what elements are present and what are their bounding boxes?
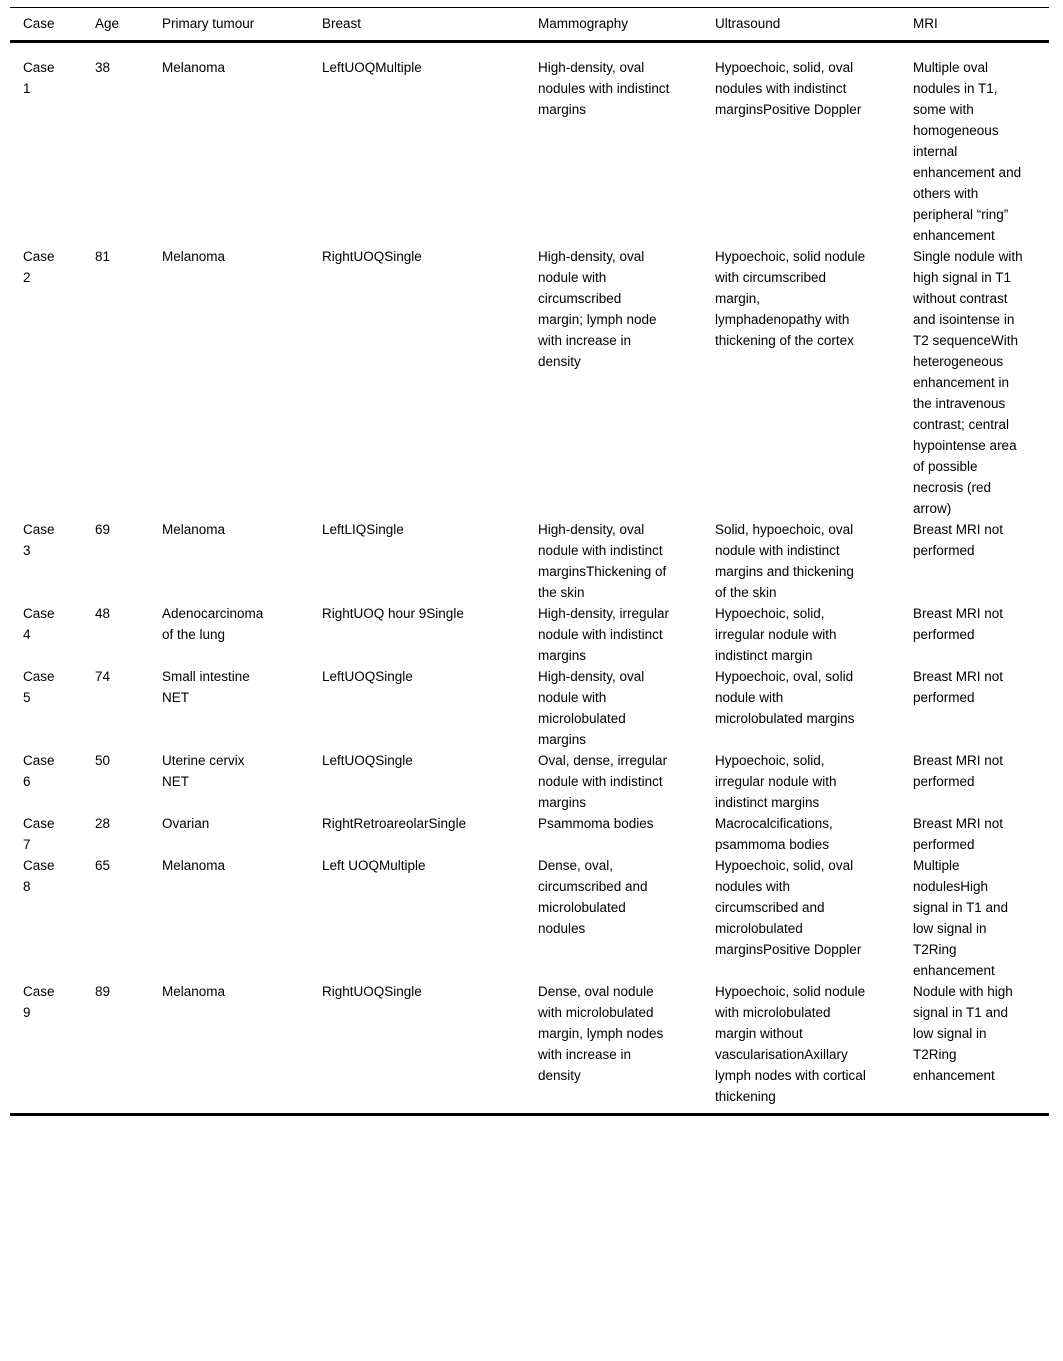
cell-age: 48	[95, 606, 111, 621]
cell-age: 89	[95, 984, 111, 999]
table-row-case-3	[10, 519, 1049, 603]
cell-mammography: High-density, oval nodules with indistinct margins	[538, 60, 670, 117]
cell-breast: LeftUOQMultiple	[322, 60, 422, 75]
cell-breast: LeftUOQSingle	[322, 669, 413, 684]
cell-breast: RightUOQSingle	[322, 984, 422, 999]
cell-case: Case 2	[23, 249, 55, 285]
cell-mri: Breast MRI not performed	[913, 816, 1004, 852]
cell-case: Case 9	[23, 984, 55, 1020]
table-row-case-4	[10, 603, 1049, 666]
cell-case: Case 4	[23, 606, 55, 642]
cell-case: Case 7	[23, 816, 55, 852]
cell-ultrasound: Hypoechoic, solid, irregular nodule with indistinct margin	[715, 606, 837, 663]
cell-age: 81	[95, 249, 111, 264]
cell-breast: RightUOQ hour 9Single	[322, 606, 464, 621]
column-header-case: Case	[10, 8, 95, 42]
cell-primary-tumour: Melanoma	[162, 60, 226, 75]
cell-mammography: Oval, dense, irregular nodule with indistinct margins	[538, 753, 668, 810]
column-header-mammography: Mammography	[538, 8, 715, 42]
column-header-primary-tumour: Primary tumour	[162, 8, 322, 42]
column-header-mri: MRI	[913, 8, 1049, 42]
cell-case: Case 5	[23, 669, 55, 705]
table-row-case-6	[10, 750, 1049, 813]
table-row-case-9	[10, 981, 1049, 1115]
cell-age: 74	[95, 669, 111, 684]
cell-mammography: Dense, oval nodule with microlobulated margin, lymph nodes with increase in density	[538, 984, 664, 1083]
cell-breast: RightUOQSingle	[322, 249, 422, 264]
column-header-ultrasound: Ultrasound	[715, 8, 913, 42]
cell-age: 50	[95, 753, 111, 768]
cell-case: Case 3	[23, 522, 55, 558]
cell-breast: LeftUOQSingle	[322, 753, 413, 768]
cell-ultrasound: Solid, hypoechoic, oval nodule with indistinct margins and thickening of the skin	[715, 522, 854, 600]
cell-mammography: High-density, irregular nodule with indistinct margins	[538, 606, 670, 663]
cell-primary-tumour: Melanoma	[162, 984, 226, 999]
cell-age: 69	[95, 522, 111, 537]
column-header-age: Age	[95, 8, 162, 42]
cell-primary-tumour: Adenocarcinoma of the lung	[162, 606, 264, 642]
cell-primary-tumour: Melanoma	[162, 522, 226, 537]
cell-mammography: Psammoma bodies	[538, 816, 654, 831]
cell-case: Case 8	[23, 858, 55, 894]
cell-case: Case 1	[23, 60, 55, 96]
cell-mri: Multiple nodulesHigh signal in T1 and low signal in T2Ring enhancement	[913, 858, 1009, 978]
table-row-case-2	[10, 246, 1049, 519]
cell-breast: Left UOQMultiple	[322, 858, 426, 873]
cell-ultrasound: Hypoechoic, solid, irregular nodule with indistinct margins	[715, 753, 837, 810]
cell-mri: Breast MRI not performed	[913, 753, 1004, 789]
cell-primary-tumour: Small intestine NET	[162, 669, 250, 705]
cell-ultrasound: Hypoechoic, solid nodule with microlobulated margin without vascularisationAxillary lymph nodes with cortical thickening	[715, 984, 866, 1104]
cell-breast: RightRetroareolarSingle	[322, 816, 467, 831]
cell-age: 28	[95, 816, 111, 831]
cases-table	[10, 7, 1049, 1116]
cell-ultrasound: Hypoechoic, solid, oval nodules with circumscribed and microlobulated marginsPositive Doppler	[715, 858, 862, 957]
table-row-case-5	[10, 666, 1049, 750]
cell-ultrasound: Hypoechoic, solid, oval nodules with indistinct marginsPositive Doppler	[715, 60, 862, 117]
column-header-breast: Breast	[322, 8, 538, 42]
cell-mri: Multiple oval nodules in T1, some with homogeneous internal enhancement and others with peripheral “ring” enhancement	[913, 60, 1022, 243]
cell-ultrasound: Hypoechoic, solid nodule with circumscribed margin, lymphadenopathy with thickening of the cortex	[715, 249, 866, 348]
cell-age: 38	[95, 60, 111, 75]
cell-mri: Breast MRI not performed	[913, 669, 1004, 705]
cell-mammography: High-density, oval nodule with microlobulated margins	[538, 669, 645, 747]
table-row-case-7	[10, 813, 1049, 855]
cell-primary-tumour: Melanoma	[162, 249, 226, 264]
cell-mri: Single nodule with high signal in T1 without contrast and isointense in T2 sequenceWith heterogeneous enhancement in the intravenous contrast; central hypointense area of possible necrosis (red arrow)	[913, 249, 1023, 516]
cell-mammography: Dense, oval, circumscribed and microlobulated nodules	[538, 858, 648, 936]
cell-mri: Breast MRI not performed	[913, 606, 1004, 642]
cell-mri: Breast MRI not performed	[913, 522, 1004, 558]
cell-primary-tumour: Uterine cervix NET	[162, 753, 245, 789]
cell-breast: LeftLIQSingle	[322, 522, 404, 537]
cell-ultrasound: Hypoechoic, oval, solid nodule with microlobulated margins	[715, 669, 855, 726]
table-row-case-1	[10, 42, 1049, 247]
cell-mammography: High-density, oval nodule with circumscribed margin; lymph node with increase in density	[538, 249, 657, 369]
cell-primary-tumour: Ovarian	[162, 816, 210, 831]
cell-primary-tumour: Melanoma	[162, 858, 226, 873]
table-row-case-8	[10, 855, 1049, 981]
cell-mammography: High-density, oval nodule with indistinct marginsThickening of the skin	[538, 522, 667, 600]
cell-age: 65	[95, 858, 111, 873]
cell-mri: Nodule with high signal in T1 and low signal in T2Ring enhancement	[913, 984, 1013, 1083]
cell-case: Case 6	[23, 753, 55, 789]
header-row	[10, 8, 1049, 42]
cell-ultrasound: Macrocalcifications, psammoma bodies	[715, 816, 833, 852]
